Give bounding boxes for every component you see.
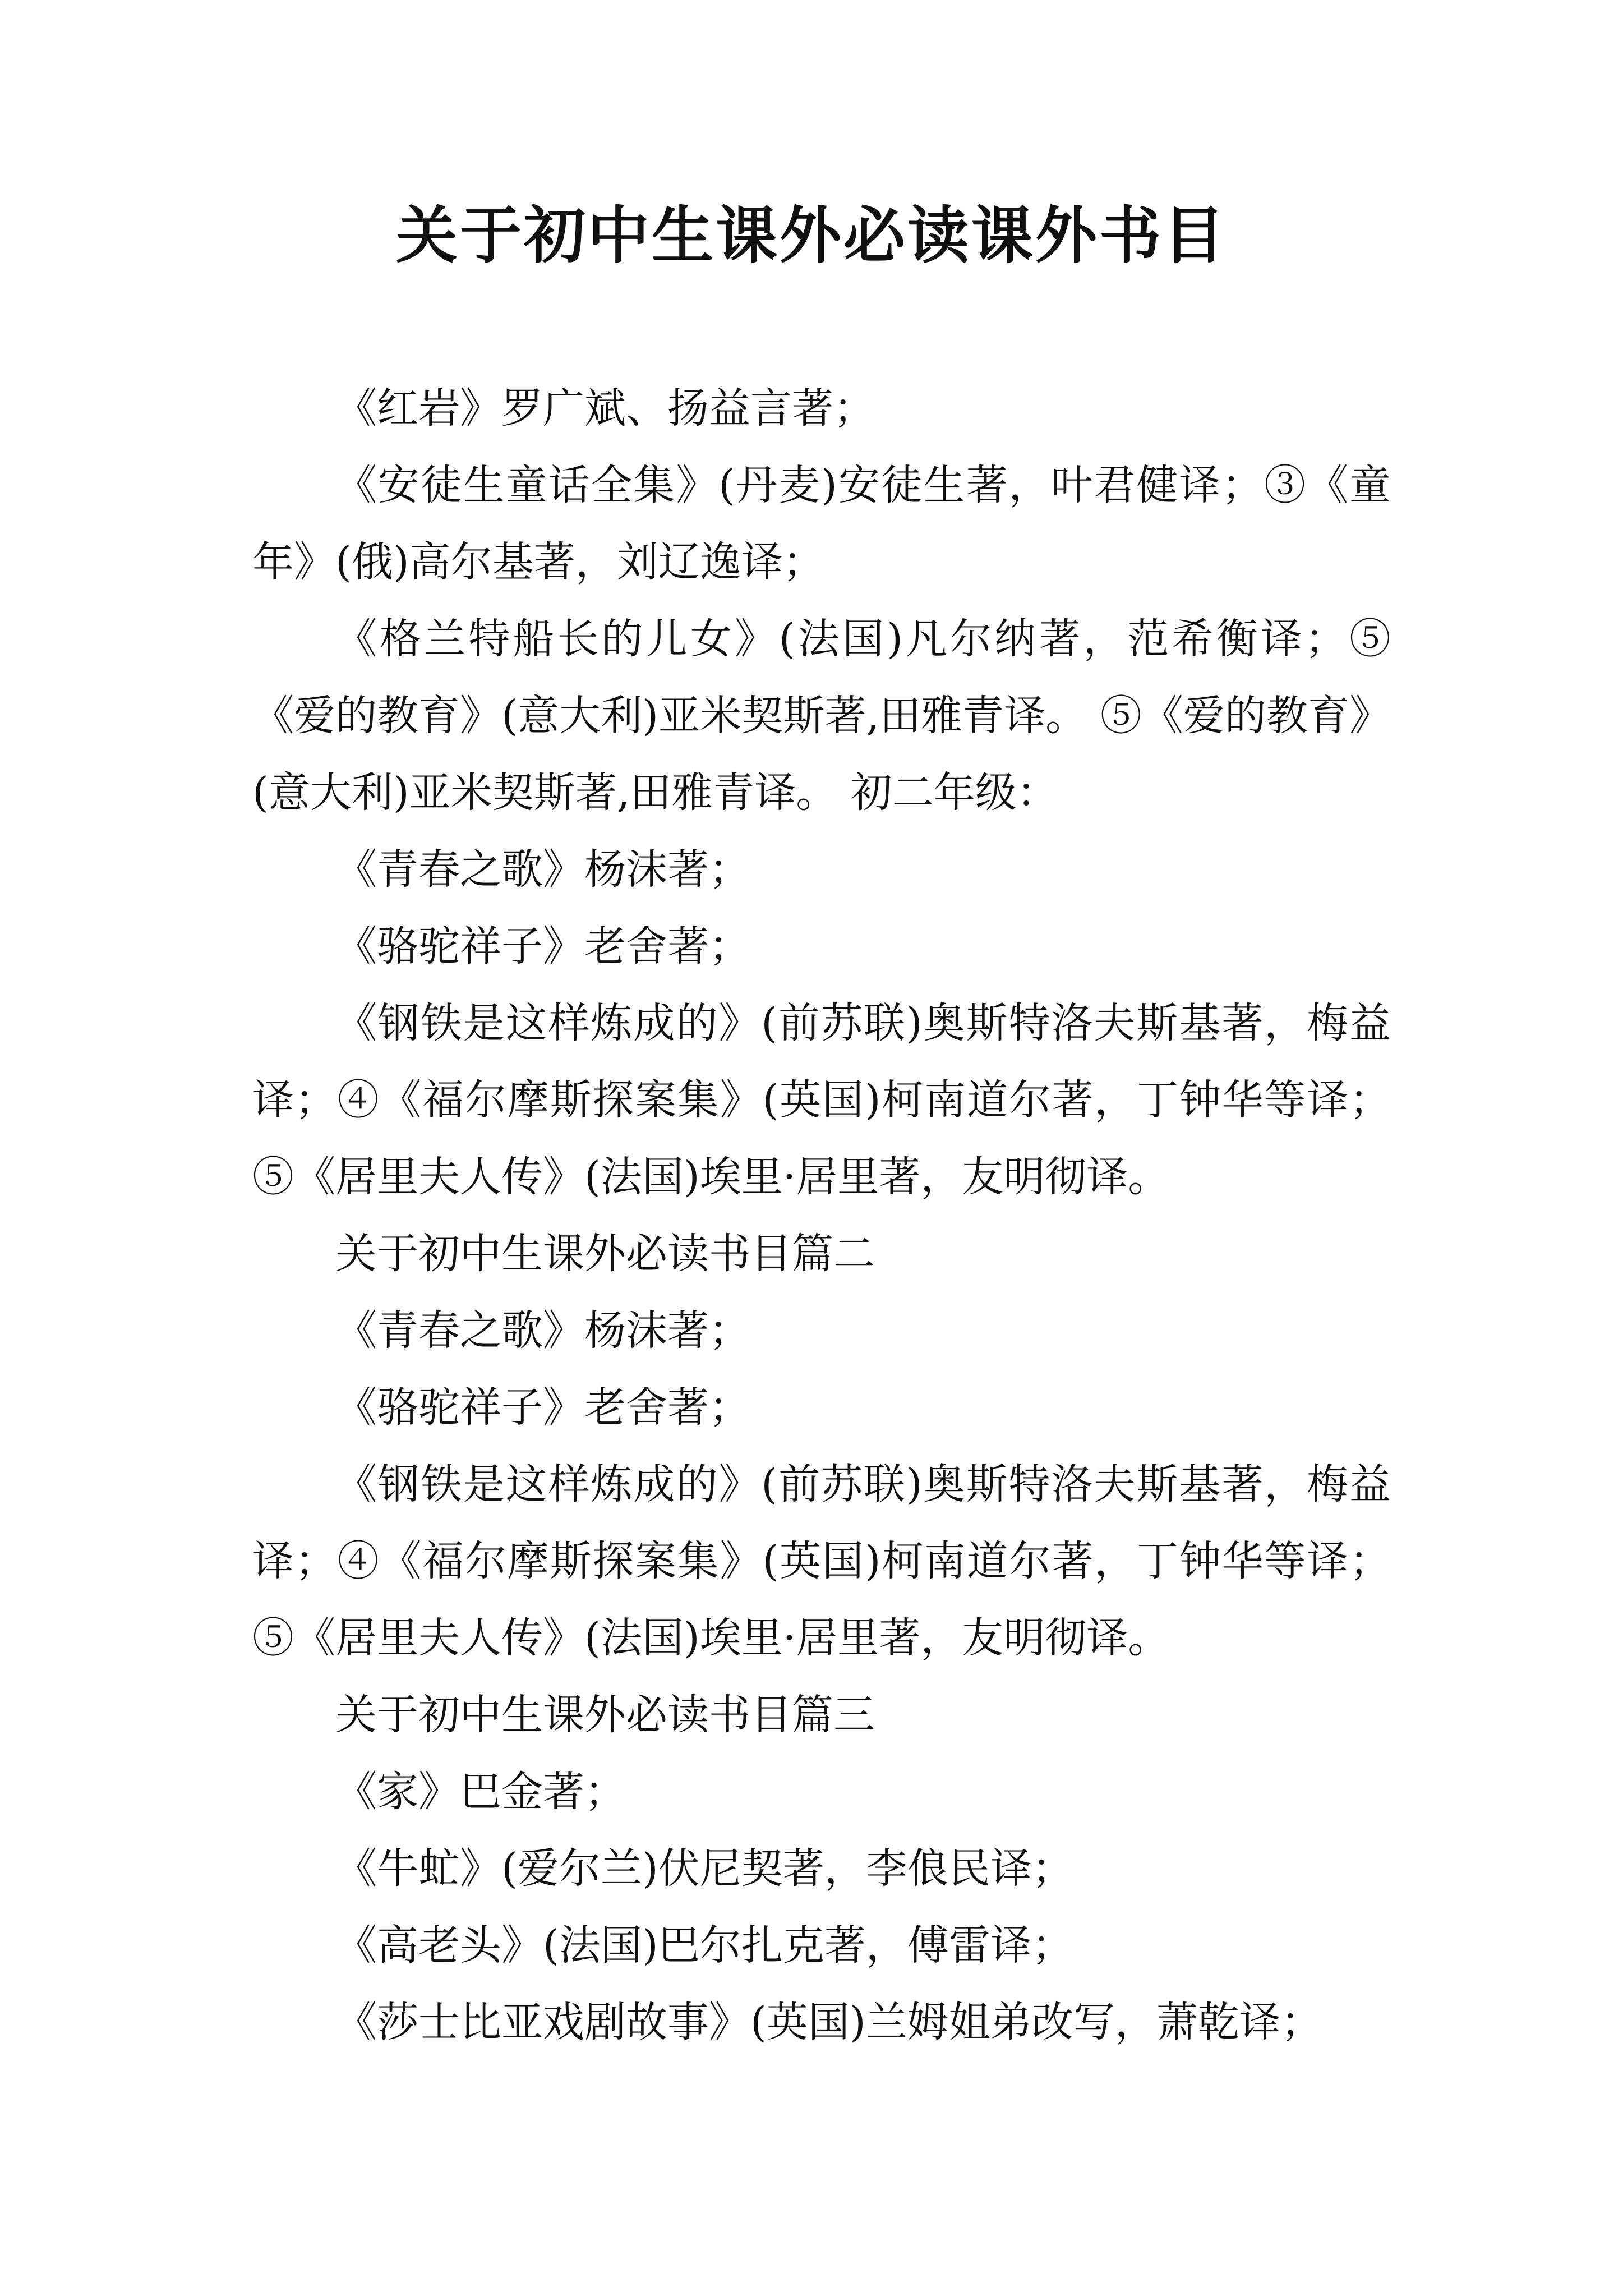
paragraph-3: 《格兰特船长的儿女》(法国)凡尔纳著，范希衡译；⑤《爱的教育》(意大利)亚米契斯著,田雅青译。 ⑤《爱的教育》(意大利)亚米契斯著,田雅青译。 初二年级： bbox=[252, 615, 1391, 817]
paragraph-5: 《骆驼祥子》老舍著； bbox=[335, 922, 750, 970]
paragraph-10: 《钢铁是这样炼成的》(前苏联)奥斯特洛夫斯基著，梅益译；④《福尔摩斯探案集》(英国)柯南道尔著，丁钟华等译；⑤《居里夫人传》(法国)埃里·居里著，友明彻译。 bbox=[252, 1460, 1391, 1662]
paragraph-2: 《安徒生童话全集》(丹麦)安徒生著，叶君健译；③《童年》(俄)高尔基著，刘辽逸译； bbox=[252, 461, 1391, 586]
section-heading-part-3: 关于初中生课外必读书目篇三 bbox=[335, 1691, 875, 1739]
document-body bbox=[252, 370, 1391, 2061]
paragraph-12: 《家》巴金著； bbox=[335, 1768, 626, 1816]
paragraph-6: 《钢铁是这样炼成的》(前苏联)奥斯特洛夫斯基著，梅益译；④《福尔摩斯探案集》(英国)柯南道尔著，丁钟华等译；⑤《居里夫人传》(法国)埃里·居里著，友明彻译。 bbox=[252, 999, 1391, 1201]
paragraph-1: 《红岩》罗广斌、扬益言著； bbox=[335, 384, 875, 432]
paragraph-8: 《青春之歌》杨沫著； bbox=[335, 1306, 750, 1355]
paragraph-14: 《高老头》(法国)巴尔扎克著，傅雷译； bbox=[335, 1921, 1073, 1970]
paragraph-4: 《青春之歌》杨沫著； bbox=[335, 845, 750, 894]
paragraph-15: 《莎士比亚戏剧故事》(英国)兰姆姐弟改写，萧乾译； bbox=[335, 1998, 1322, 2046]
paragraph-13: 《牛虻》(爱尔兰)伏尼契著，李俍民译； bbox=[335, 1844, 1073, 1893]
paragraph-9: 《骆驼祥子》老舍著； bbox=[335, 1383, 750, 1432]
section-heading-part-2: 关于初中生课外必读书目篇二 bbox=[335, 1230, 875, 1278]
document-title: 关于初中生课外必读课外书目 bbox=[396, 199, 1227, 272]
